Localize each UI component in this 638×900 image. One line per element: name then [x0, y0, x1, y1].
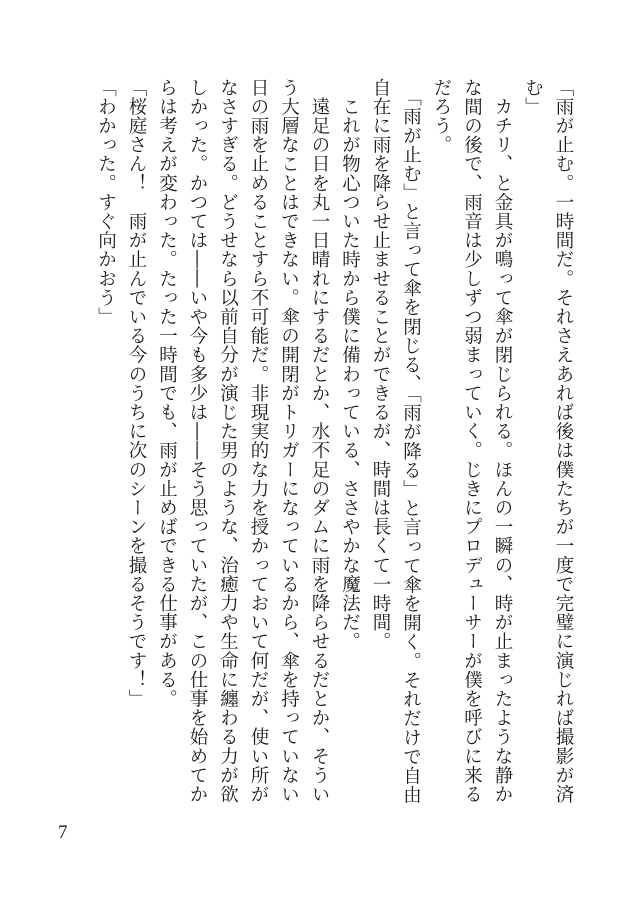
paragraph: これが物心ついた時から僕に備わっている、ささやかな魔法だ。 [339, 78, 361, 651]
paragraph: 「雨が止む」と言って傘を閉じる、「雨が降る」と言って傘を開く。それだけで自由自在に雨を降らせ止ませることができるが、時間は長くて一時間。 [370, 78, 422, 805]
paragraph: 「桜庭さん！ 雨が止んでいる今のうちに次のシーンを撮るそうです！」 [126, 78, 147, 709]
paragraph: 「雨が止む。一時間だ。それさえあれば後は僕たちが一度で完璧に演じれば撮影が済む」 [522, 78, 574, 804]
paragraph: カチリ、と金具が鳴って傘が閉じられる。ほんの一瞬の、時が止まったような静かな間の後で、雨音は少しずつ弱まっていく。じきにプロデューサーが僕を呼びに来るだろう。 [431, 78, 513, 804]
paragraph: 「わかった。すぐ向かおう」 [95, 78, 117, 327]
paragraph: 遠足の日を丸一日晴れにするだとか、水不足のダムに雨を降らせるだとか、そういう大層なことはできない。傘の開閉がトリガーになっているから、傘を持っていない日の雨を止めることすら不可能だ。非現実的な力を授かっておいて何だが、使い所がなさすぎる。どうせなら以前自分が演じた男のような、治癒力や生命に纏わる力が欲しかった。かつては――いや今も多少は――そう思っていたが、この仕事を始めてからは考えが変わった。たった一時間でも、雨が止めばできる仕事がある。 [156, 78, 330, 804]
vertical-text-body [58, 78, 578, 818]
page-number: 7 [58, 822, 68, 843]
